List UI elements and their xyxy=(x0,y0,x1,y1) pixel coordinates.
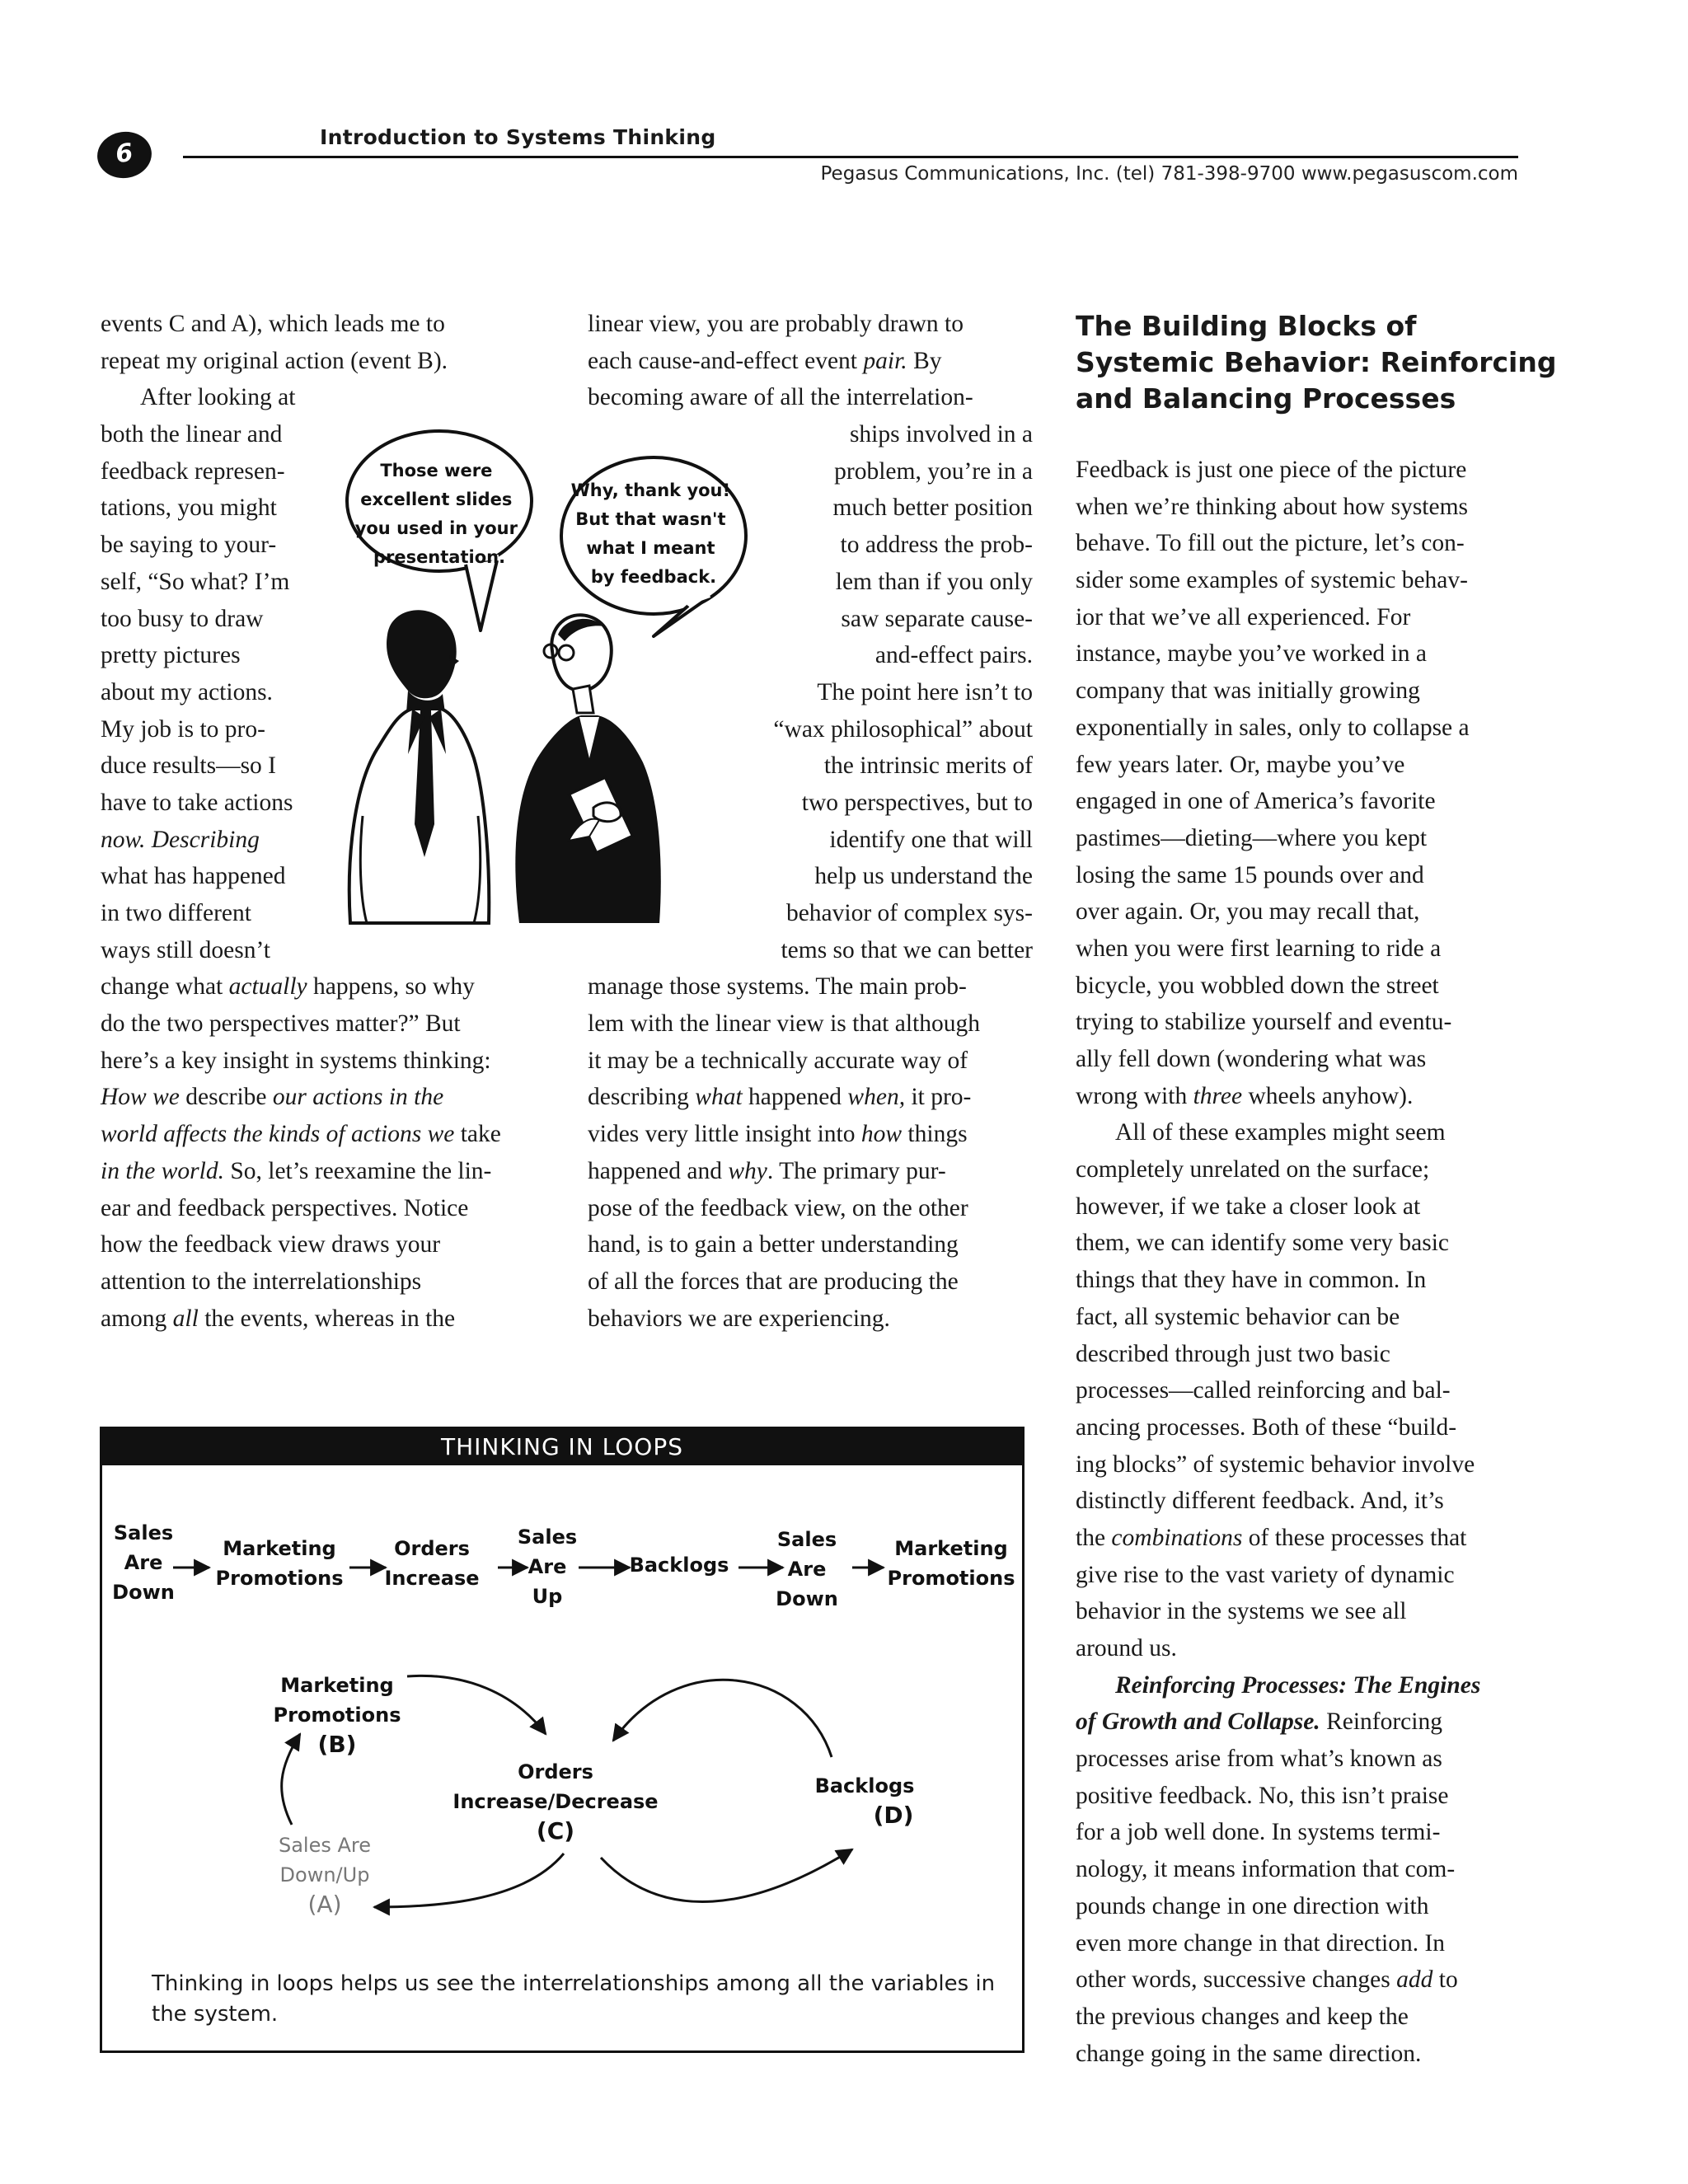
publisher-line: Pegasus Communications, Inc. (tel) 781-398-9700 www.pegasuscom.com xyxy=(820,163,1518,185)
text-line: behaviors we are experiencing. xyxy=(588,1305,890,1332)
text-line: instance, maybe you’ve worked in a xyxy=(1076,640,1427,668)
chain-node-line: Sales xyxy=(776,1528,837,1551)
page-number-badge xyxy=(94,129,154,182)
text-line: be saying to your- xyxy=(101,532,277,559)
text-line: it may be a technically accurate way of xyxy=(588,1047,968,1074)
text-line: duce results—so I xyxy=(101,752,277,780)
text-line: for a job well done. In systems termi- xyxy=(1076,1819,1441,1846)
woman-figure xyxy=(515,615,660,923)
loop-node-line: (B) xyxy=(317,1731,357,1758)
chain-node-line: Promotions xyxy=(887,1567,1015,1590)
text-line: engaged in one of America’s favorite xyxy=(1076,788,1436,815)
text-line: the intrinsic merits of xyxy=(823,752,1033,780)
text-line: two perspectives, but to xyxy=(801,789,1033,816)
text-line: vides very little insight into how things xyxy=(588,1121,968,1148)
text-line: exponentially in sales, only to collapse a xyxy=(1076,714,1470,741)
text-line: ships involved in a xyxy=(849,421,1033,448)
thinking-in-loops-figure xyxy=(100,1427,1025,2053)
text-line: distinctly different feedback. And, it’s xyxy=(1076,1488,1444,1515)
text-line: even more change in that direction. In xyxy=(1076,1929,1446,1957)
chain-node-line: Are xyxy=(528,1555,567,1578)
bubble-left-line: you used in your xyxy=(354,518,518,538)
text-line: things that they have in common. In xyxy=(1076,1267,1427,1294)
text-line: processes—called reinforcing and bal- xyxy=(1076,1377,1451,1404)
text-line: The point here isn’t to xyxy=(817,678,1033,705)
text-line: in the world. So, let’s reexamine the lin- xyxy=(101,1157,492,1184)
text-line: behavior of complex sys- xyxy=(785,900,1033,926)
section-heading-line: The Building Blocks of xyxy=(1076,310,1417,342)
text-line: about my actions. xyxy=(101,678,273,705)
text-line: wrong with three wheels anyhow). xyxy=(1076,1082,1414,1109)
chain-node-line: Up xyxy=(532,1585,563,1608)
text-line: “wax philosophical” about xyxy=(773,715,1033,743)
chain-node-line: Marketing xyxy=(223,1537,336,1560)
text-line: when we’re thinking about how systems xyxy=(1076,493,1469,520)
text-line: After looking at xyxy=(140,384,296,411)
chain-node-line: Down xyxy=(776,1587,838,1610)
running-header-title: Introduction to Systems Thinking xyxy=(320,125,716,149)
text-line: over again. Or, you may recall that, xyxy=(1076,898,1420,926)
chain-node-line: Promotions xyxy=(215,1567,344,1590)
text-line: self, “So what? I’m xyxy=(101,568,290,595)
text-line: how the feedback view draws your xyxy=(101,1231,441,1258)
bubble-right-line: by feedback. xyxy=(590,567,717,587)
text-line: change what actually happens, so why xyxy=(101,973,475,1001)
text-line: pretty pictures xyxy=(101,642,241,669)
text-line: here’s a key insight in systems thinking: xyxy=(101,1047,491,1074)
text-line: positive feedback. No, this isn’t praise xyxy=(1076,1782,1449,1809)
text-line: All of these examples might seem xyxy=(1115,1119,1446,1146)
loop-node-line: Increase/Decrease xyxy=(452,1790,659,1813)
text-line: How we describe our actions in the xyxy=(101,1084,444,1111)
section-heading-line: Systemic Behavior: Reinforcing xyxy=(1076,346,1557,378)
text-line: pose of the feedback view, on the other xyxy=(588,1194,968,1221)
text-line: fact, all systemic behavior can be xyxy=(1076,1303,1400,1330)
bubble-right-line: But that wasn't xyxy=(575,509,726,529)
bubble-right-line: what I meant xyxy=(586,538,715,558)
text-line: becoming aware of all the interrelation- xyxy=(588,384,973,411)
text-line: when you were first learning to ride a xyxy=(1076,935,1442,962)
text-line: ear and feedback perspectives. Notice xyxy=(101,1194,469,1221)
text-line: around us. xyxy=(1076,1635,1177,1661)
cartoon-illustration xyxy=(342,429,870,927)
text-line: nology, it means information that com- xyxy=(1076,1856,1456,1883)
text-line: tems so that we can better xyxy=(781,936,1033,963)
text-line: repeat my original action (event B). xyxy=(101,347,448,374)
text-line: world affects the kinds of actions we take xyxy=(101,1121,501,1148)
text-line: ior that we’ve all experienced. For xyxy=(1076,603,1411,630)
text-line: Reinforcing Processes: The Engines xyxy=(1115,1671,1481,1699)
text-line: feedback represen- xyxy=(101,457,285,485)
chain-node-line: Sales xyxy=(517,1526,578,1549)
text-line: sider some examples of systemic behav- xyxy=(1076,567,1468,594)
chain-node-line: Increase xyxy=(384,1567,480,1590)
figure-arrows xyxy=(102,1429,1022,1957)
page-number: 6 xyxy=(114,138,135,170)
text-line: completely unrelated on the surface; xyxy=(1076,1156,1430,1183)
text-line: among all the events, whereas in the xyxy=(101,1305,456,1332)
chain-node-line: Marketing xyxy=(894,1537,1008,1560)
text-line: lem with the linear view is that although xyxy=(588,1010,980,1038)
text-line: do the two perspectives matter?” But xyxy=(101,1010,461,1038)
loop-node-line: Orders xyxy=(518,1760,593,1783)
loop-arrow-b-to-c xyxy=(407,1675,546,1734)
header-rule xyxy=(183,156,1518,158)
text-line: too busy to draw xyxy=(101,605,264,632)
bubble-right-line: Why, thank you! xyxy=(570,480,731,500)
loop-node-line: (D) xyxy=(873,1802,914,1829)
text-line: pounds change in one direction with xyxy=(1076,1892,1429,1919)
text-line: events C and A), which leads me to xyxy=(101,311,445,337)
text-line: company that was initially growing xyxy=(1076,677,1420,705)
text-line: help us understand the xyxy=(814,863,1033,890)
text-line: processes arise from what’s known as xyxy=(1076,1746,1442,1773)
text-column-right xyxy=(1076,452,1521,2072)
text-line: the combinations of these processes that xyxy=(1076,1524,1467,1551)
loop-node-line: (A) xyxy=(307,1891,342,1918)
man-figure xyxy=(349,610,490,923)
loop-node-line: Down/Up xyxy=(279,1863,370,1886)
bubble-left-line: Those were xyxy=(380,461,493,480)
section-heading-line: and Balancing Processes xyxy=(1076,382,1456,415)
text-line: attention to the interrelationships xyxy=(101,1268,422,1295)
text-line: of all the forces that are producing the xyxy=(588,1268,959,1295)
text-line: what has happened xyxy=(101,863,286,890)
loop-node-line: Promotions xyxy=(273,1704,401,1727)
text-line: ways still doesn’t xyxy=(101,936,270,963)
loop-arrow-c-to-a xyxy=(374,1854,564,1907)
text-line: happened and why. The primary pur- xyxy=(588,1157,946,1184)
caption-line: the system. xyxy=(152,2002,279,2027)
text-line: however, if we take a closer look at xyxy=(1076,1193,1421,1220)
text-line: problem, you’re in a xyxy=(834,457,1033,485)
text-line: pastimes—dieting—where you kept xyxy=(1076,824,1428,851)
loop-arrow-a-to-b xyxy=(282,1734,300,1825)
text-line: them, we can identify some very basic xyxy=(1076,1230,1450,1257)
caption-line: Thinking in loops helps us see the interrelationships among all the variables in xyxy=(152,1971,996,1996)
bubble-left-line: presentation. xyxy=(373,547,506,567)
text-line: losing the same 15 pounds over and xyxy=(1076,861,1424,888)
loop-arrow-d-to-c xyxy=(613,1680,832,1757)
text-line: few years later. Or, maybe you’ve xyxy=(1076,751,1405,778)
speech-bubble-left xyxy=(347,431,532,630)
text-line: lem than if you only xyxy=(835,568,1033,595)
bubble-left-line: excellent slides xyxy=(360,490,513,509)
text-line: have to take actions xyxy=(101,789,293,816)
speech-bubble-right xyxy=(561,457,746,636)
chain-node-line: Are xyxy=(124,1551,163,1574)
text-line: in two different xyxy=(101,900,251,926)
text-line: each cause-and-effect event pair. By xyxy=(588,347,942,374)
text-line: now. Describing xyxy=(101,826,260,853)
text-line: My job is to pro- xyxy=(101,715,265,743)
text-line: Feedback is just one piece of the picture xyxy=(1076,457,1467,483)
loop-node-line: (C) xyxy=(536,1817,575,1844)
loop-node-line: Backlogs xyxy=(814,1774,915,1797)
text-line: hand, is to gain a better understanding xyxy=(588,1231,959,1258)
text-line: ing blocks” of systemic behavior involve xyxy=(1076,1451,1475,1478)
text-line: behavior in the systems we see all xyxy=(1076,1598,1407,1625)
loop-node-line: Sales Are xyxy=(278,1834,372,1857)
chain-node-line: Sales xyxy=(113,1521,174,1544)
figure-title-bar: THINKING IN LOOPS xyxy=(102,1429,1022,1465)
text-line: the previous changes and keep the xyxy=(1076,2003,1409,2030)
text-line: linear view, you are probably drawn to xyxy=(588,311,964,337)
section-heading xyxy=(1076,308,1556,417)
chain-node-line: Orders xyxy=(394,1537,470,1560)
text-line: tations, you might xyxy=(101,494,277,522)
text-line: ally fell down (wondering what was xyxy=(1076,1046,1427,1072)
chain-node-line: Down xyxy=(112,1581,175,1604)
text-line: to address the prob- xyxy=(840,532,1033,559)
text-line: change going in the same direction. xyxy=(1076,2040,1422,2067)
text-line: behave. To fill out the picture, let’s con- xyxy=(1076,530,1465,557)
loop-arrow-c-to-d xyxy=(601,1849,852,1902)
text-line: identify one that will xyxy=(829,826,1033,853)
text-line: much better position xyxy=(832,494,1033,522)
text-line: saw separate cause- xyxy=(841,605,1033,632)
text-line: manage those systems. The main prob- xyxy=(588,973,967,1001)
loop-node-line: Marketing xyxy=(280,1674,394,1697)
text-line: trying to stabilize yourself and eventu- xyxy=(1076,1009,1452,1036)
chain-node-line: Backlogs xyxy=(629,1554,729,1577)
text-line: of Growth and Collapse. Reinforcing xyxy=(1076,1708,1442,1736)
text-line: other words, successive changes add to xyxy=(1076,1966,1458,1994)
text-line: bicycle, you wobbled down the street xyxy=(1076,972,1439,999)
text-line: give rise to the vast variety of dynamic xyxy=(1076,1561,1455,1588)
text-line: describing what happened when, it pro- xyxy=(588,1084,972,1111)
chain-node-line: Are xyxy=(787,1558,827,1581)
figure-caption xyxy=(152,1969,995,2030)
text-line: described through just two basic xyxy=(1076,1340,1390,1367)
text-line: and-effect pairs. xyxy=(874,642,1033,669)
text-line: both the linear and xyxy=(101,421,283,448)
text-line: ancing processes. Both of these “build- xyxy=(1076,1413,1457,1441)
